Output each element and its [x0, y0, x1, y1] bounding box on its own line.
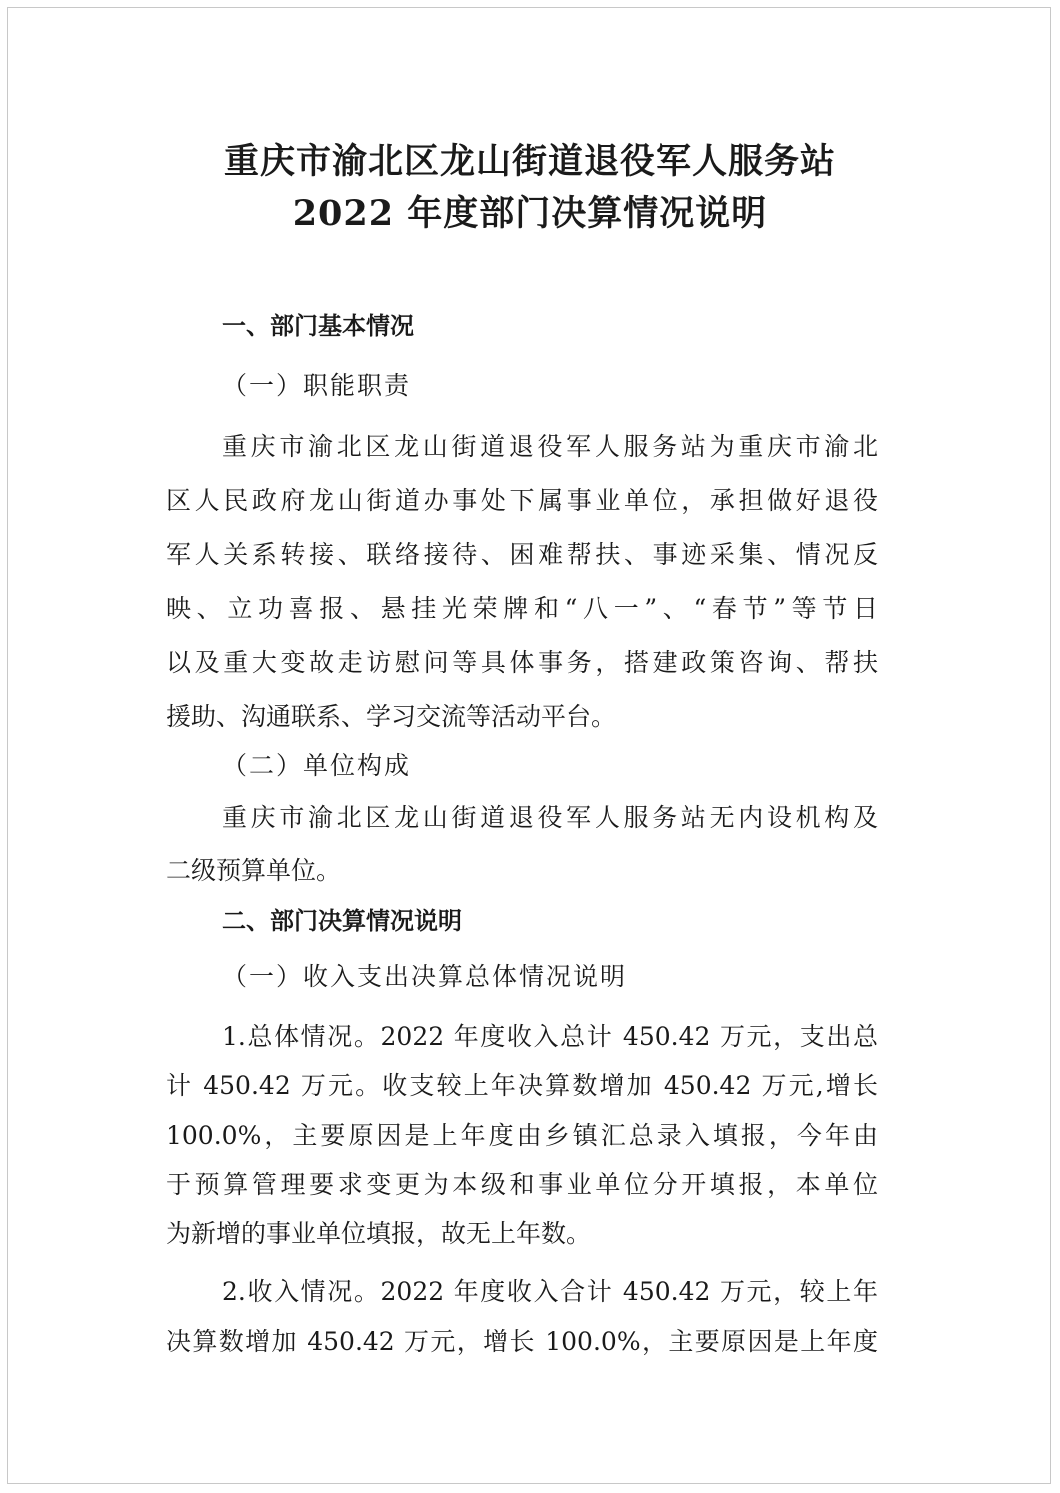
paragraph-line: 二级预算单位。 [166, 856, 342, 885]
subheading-functions: （一）职能职责 [222, 371, 412, 400]
section-heading-basic-info: 一、部门基本情况 [222, 312, 414, 340]
paragraph-line: 1.总体情况。2022 年度收入总计 450.42 万元，支出总 [222, 1022, 878, 1051]
paragraph-line: 以及重大变故走访慰问等具体事务，搭建政策咨询、帮扶 [166, 648, 878, 677]
paragraph-line: 军人关系转接、联络接待、困难帮扶、事迹采集、情况反 [166, 540, 878, 569]
title-line-1: 重庆市渝北区龙山街道退役军人服务站 [223, 141, 836, 182]
paragraph-line: 100.0%，主要原因是上年度由乡镇汇总录入填报，今年由 [166, 1121, 878, 1150]
paragraph-line: 重庆市渝北区龙山街道退役军人服务站为重庆市渝北 [222, 432, 878, 461]
paragraph-line: 计 450.42 万元。收支较上年决算数增加 450.42 万元,增长 [166, 1071, 878, 1100]
document-title [0, 136, 1060, 240]
paragraph-line: 援助、沟通联系、学习交流等活动平台。 [166, 702, 617, 731]
paragraph-line: 2.收入情况。2022 年度收入合计 450.42 万元，较上年 [222, 1277, 878, 1306]
paragraph-line: 决算数增加 450.42 万元，增长 100.0%，主要原因是上年度 [166, 1327, 878, 1356]
subheading-income-expenditure: （一）收入支出决算总体情况说明 [222, 962, 628, 991]
paragraph-line: 映、立功喜报、悬挂光荣牌和“八一”、“春节”等节日 [166, 594, 878, 623]
paragraph-line: 重庆市渝北区龙山街道退役军人服务站无内设机构及 [222, 803, 878, 832]
paragraph-line: 于预算管理要求变更为本级和事业单位分开填报，本单位 [166, 1170, 878, 1199]
subheading-unit-composition: （二）单位构成 [222, 751, 412, 780]
title-line-2: 2022 年度部门决算情况说明 [292, 193, 768, 234]
paragraph-line: 为新增的事业单位填报，故无上年数。 [166, 1219, 592, 1248]
paragraph-line: 区人民政府龙山街道办事处下属事业单位，承担做好退役 [166, 486, 878, 515]
section-heading-final-accounts: 二、部门决算情况说明 [222, 907, 462, 935]
